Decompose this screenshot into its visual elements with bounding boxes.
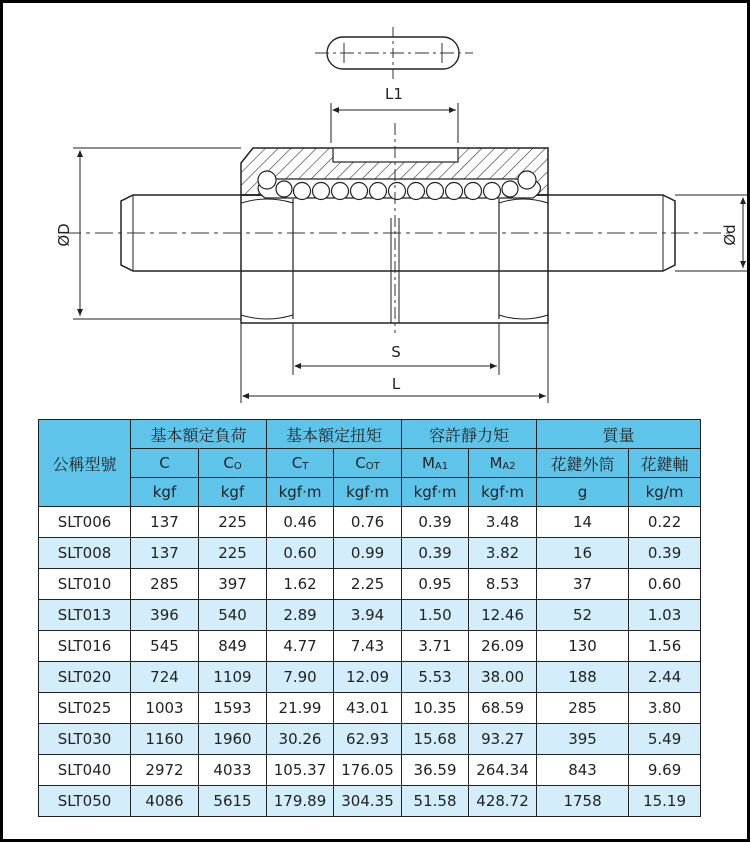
cell-cot: 2.25 xyxy=(334,569,402,600)
cell-co: 540 xyxy=(199,600,267,631)
cell-cot: 304.35 xyxy=(334,786,402,817)
label-od: ØD xyxy=(55,223,73,247)
cell-model: SLT030 xyxy=(39,724,131,755)
cell-shaft: 0.22 xyxy=(629,507,701,538)
cell-model: SLT040 xyxy=(39,755,131,786)
cell-ma2: 3.82 xyxy=(469,538,537,569)
cell-c: 1160 xyxy=(131,724,199,755)
cell-ct: 179.89 xyxy=(267,786,334,817)
cell-ma2: 3.48 xyxy=(469,507,537,538)
label-l: L xyxy=(391,375,401,393)
unit-cot: kgf·m xyxy=(334,478,402,507)
header-static-moment: 容許靜力矩 xyxy=(402,420,537,449)
header-cot: $C_{OT}$ xyxy=(334,449,402,478)
label-s: S xyxy=(391,343,401,361)
cell-shaft: 0.60 xyxy=(629,569,701,600)
cell-nut: 14 xyxy=(537,507,629,538)
header-row-units xyxy=(39,478,701,507)
cell-ma1: 0.39 xyxy=(402,507,469,538)
table-row xyxy=(39,600,701,631)
cell-c: 724 xyxy=(131,662,199,693)
cell-c: 545 xyxy=(131,631,199,662)
cell-ct: 1.62 xyxy=(267,569,334,600)
cell-ma2: 428.72 xyxy=(469,786,537,817)
cell-c: 4086 xyxy=(131,786,199,817)
dimension-l xyxy=(241,323,548,403)
table-row xyxy=(39,724,701,755)
label-d: Ød xyxy=(721,224,739,246)
cell-ma2: 68.59 xyxy=(469,693,537,724)
cell-ma2: 26.09 xyxy=(469,631,537,662)
header-torque-rating: 基本額定扭矩 xyxy=(267,420,402,449)
header-ct: $C_T$ xyxy=(267,449,334,478)
cell-cot: 3.94 xyxy=(334,600,402,631)
header-c: C xyxy=(131,449,199,478)
cell-shaft: 1.56 xyxy=(629,631,701,662)
cell-model: SLT016 xyxy=(39,631,131,662)
cell-model: SLT020 xyxy=(39,662,131,693)
page-frame xyxy=(3,3,747,839)
cell-ma1: 0.95 xyxy=(402,569,469,600)
cell-ct: 4.77 xyxy=(267,631,334,662)
cell-cot: 176.05 xyxy=(334,755,402,786)
unit-ma2: kgf·m xyxy=(469,478,537,507)
cell-ct: 2.89 xyxy=(267,600,334,631)
cell-ct: 0.60 xyxy=(267,538,334,569)
cell-ct: 21.99 xyxy=(267,693,334,724)
cell-nut: 285 xyxy=(537,693,629,724)
cell-model: SLT025 xyxy=(39,693,131,724)
cell-model: SLT050 xyxy=(39,786,131,817)
cell-ma1: 0.39 xyxy=(402,538,469,569)
header-ma1: $M_{A1}$ xyxy=(402,449,469,478)
cell-ma2: 8.53 xyxy=(469,569,537,600)
table-row xyxy=(39,693,701,724)
unit-co: kgf xyxy=(199,478,267,507)
table-row xyxy=(39,538,701,569)
cell-nut: 37 xyxy=(537,569,629,600)
dimension-s xyxy=(293,323,499,375)
cell-cot: 7.43 xyxy=(334,631,402,662)
unit-c: kgf xyxy=(131,478,199,507)
cell-co: 1960 xyxy=(199,724,267,755)
cell-ma2: 38.00 xyxy=(469,662,537,693)
cell-ma1: 10.35 xyxy=(402,693,469,724)
cell-cot: 0.76 xyxy=(334,507,402,538)
cell-cot: 12.09 xyxy=(334,662,402,693)
cell-co: 4033 xyxy=(199,755,267,786)
table-row xyxy=(39,507,701,538)
cell-cot: 0.99 xyxy=(334,538,402,569)
cell-model: SLT006 xyxy=(39,507,131,538)
header-model: 公稱型號 xyxy=(39,420,131,507)
header-nut-mass: 花鍵外筒 xyxy=(537,449,629,478)
cell-shaft: 2.44 xyxy=(629,662,701,693)
cell-shaft: 0.39 xyxy=(629,538,701,569)
cell-c: 137 xyxy=(131,538,199,569)
cell-c: 1003 xyxy=(131,693,199,724)
cell-shaft: 3.80 xyxy=(629,693,701,724)
cell-cot: 43.01 xyxy=(334,693,402,724)
cell-ma2: 93.27 xyxy=(469,724,537,755)
unit-ma1: kgf·m xyxy=(402,478,469,507)
cell-ma1: 1.50 xyxy=(402,600,469,631)
cell-nut: 1758 xyxy=(537,786,629,817)
header-row-symbols xyxy=(39,449,701,478)
table-row xyxy=(39,755,701,786)
table-row xyxy=(39,631,701,662)
cell-ma1: 36.59 xyxy=(402,755,469,786)
cell-ma2: 12.46 xyxy=(469,600,537,631)
cell-co: 397 xyxy=(199,569,267,600)
cell-ct: 105.37 xyxy=(267,755,334,786)
cell-co: 849 xyxy=(199,631,267,662)
cell-nut: 843 xyxy=(537,755,629,786)
cell-shaft: 9.69 xyxy=(629,755,701,786)
cell-c: 2972 xyxy=(131,755,199,786)
cell-shaft: 15.19 xyxy=(629,786,701,817)
table-row xyxy=(39,786,701,817)
cell-cot: 62.93 xyxy=(334,724,402,755)
unit-shaft: kg/m xyxy=(629,478,701,507)
cell-shaft: 1.03 xyxy=(629,600,701,631)
header-load-rating: 基本額定負荷 xyxy=(131,420,267,449)
header-shaft-mass: 花鍵軸 xyxy=(629,449,701,478)
cell-co: 225 xyxy=(199,538,267,569)
cell-model: SLT008 xyxy=(39,538,131,569)
cell-shaft: 5.49 xyxy=(629,724,701,755)
ball-spline-drawing xyxy=(3,3,747,403)
table-row xyxy=(39,569,701,600)
table-row xyxy=(39,662,701,693)
cell-c: 137 xyxy=(131,507,199,538)
header-co: $C_O$ xyxy=(199,449,267,478)
label-l1: L1 xyxy=(385,85,403,103)
cell-nut: 395 xyxy=(537,724,629,755)
unit-ct: kgf·m xyxy=(267,478,334,507)
cell-nut: 52 xyxy=(537,600,629,631)
spec-table xyxy=(38,419,701,817)
cell-model: SLT010 xyxy=(39,569,131,600)
cell-nut: 130 xyxy=(537,631,629,662)
cell-nut: 16 xyxy=(537,538,629,569)
cell-nut: 188 xyxy=(537,662,629,693)
keyway-detail xyxy=(315,27,473,79)
cell-ma1: 15.68 xyxy=(402,724,469,755)
cell-ct: 30.26 xyxy=(267,724,334,755)
header-ma2: $M_{A2}$ xyxy=(469,449,537,478)
cell-co: 1593 xyxy=(199,693,267,724)
cell-ct: 7.90 xyxy=(267,662,334,693)
cell-ma1: 51.58 xyxy=(402,786,469,817)
unit-nut: g xyxy=(537,478,629,507)
cell-model: SLT013 xyxy=(39,600,131,631)
cell-c: 396 xyxy=(131,600,199,631)
cell-ma2: 264.34 xyxy=(469,755,537,786)
header-mass: 質量 xyxy=(537,420,701,449)
cell-co: 5615 xyxy=(199,786,267,817)
header-row-group xyxy=(39,420,701,449)
cell-ct: 0.46 xyxy=(267,507,334,538)
cell-co: 1109 xyxy=(199,662,267,693)
cell-ma1: 5.53 xyxy=(402,662,469,693)
cell-c: 285 xyxy=(131,569,199,600)
cell-ma1: 3.71 xyxy=(402,631,469,662)
cell-co: 225 xyxy=(199,507,267,538)
